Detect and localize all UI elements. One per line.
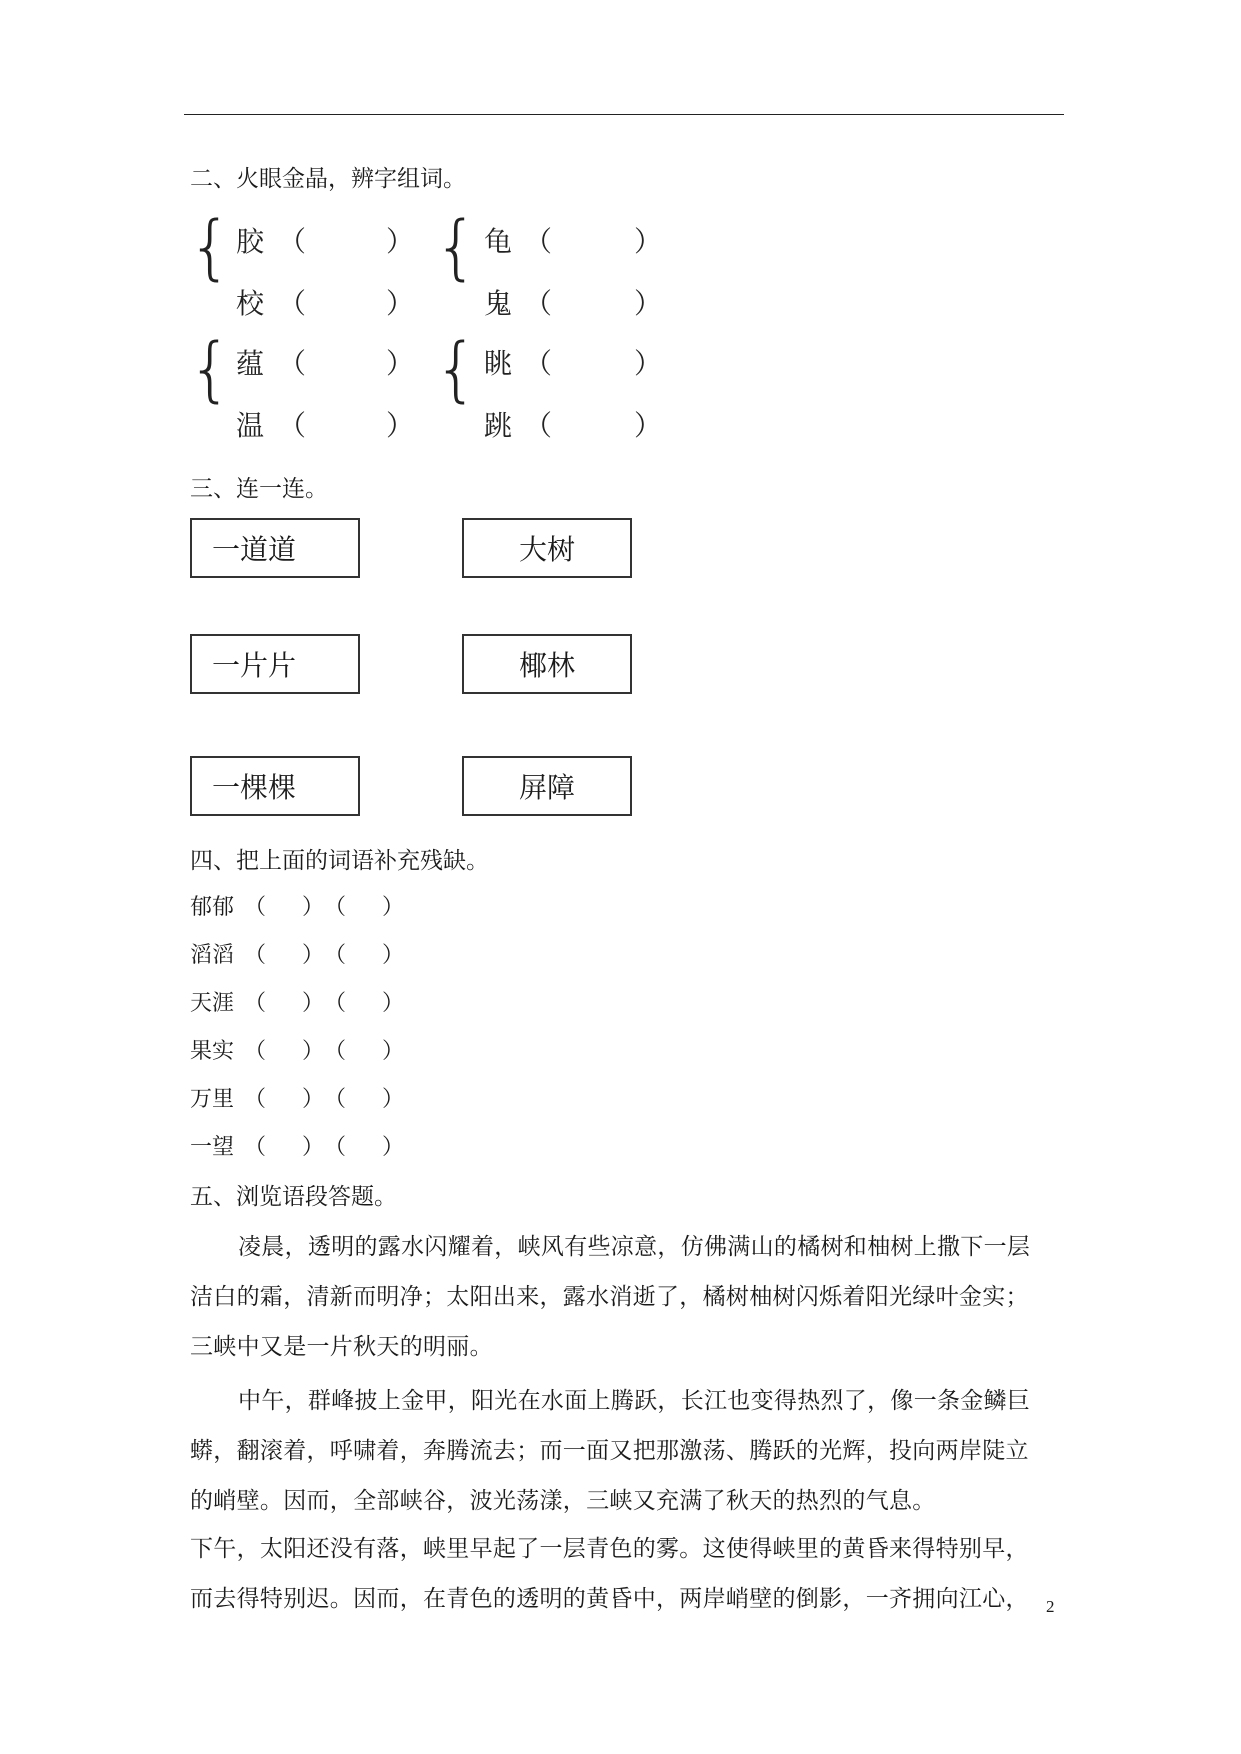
char-line	[236, 342, 415, 382]
match-right-box[interactable]: 大树	[462, 518, 632, 578]
close-paren: ）	[382, 1135, 405, 1160]
match-left-box[interactable]: 一道道	[190, 518, 360, 578]
close-paren: ）	[386, 409, 415, 442]
char: 胶	[236, 225, 265, 258]
passage-line: 中午，群峰披上金甲，阳光在水面上腾跃，长江也变得热烈了，像一条金鳞巨	[238, 1388, 1031, 1414]
fill-word: 滔滔	[190, 943, 235, 968]
fill-word: 万里	[190, 1087, 235, 1112]
fill-word: 天涯	[190, 991, 235, 1016]
close-paren: ）	[634, 409, 663, 442]
match-left-box[interactable]: 一片片	[190, 634, 360, 694]
section5-heading: 五、浏览语段答题。	[190, 1184, 397, 1210]
close-paren: ）	[302, 1087, 325, 1112]
fill-word: 一望	[190, 1135, 235, 1160]
char-line	[236, 282, 415, 322]
open-paren: （	[524, 225, 553, 258]
passage-line: 的峭壁。因而，全部峡谷，波光荡漾，三峡又充满了秋天的热烈的气息。	[190, 1488, 936, 1514]
open-paren: （	[244, 895, 267, 920]
char: 鬼	[484, 287, 513, 320]
passage-line: 凌晨，透明的露水闪耀着，峡风有些凉意，仿佛满山的橘树和柚树上撒下一层	[238, 1234, 1031, 1260]
close-paren: ）	[386, 287, 415, 320]
close-paren: ）	[302, 895, 325, 920]
close-paren: ）	[634, 225, 663, 258]
close-paren: ）	[302, 991, 325, 1016]
char: 跳	[484, 409, 513, 442]
left-brace-icon: {	[434, 328, 479, 410]
char-line	[236, 220, 415, 260]
open-paren: （	[278, 347, 307, 380]
char-line	[484, 342, 663, 382]
left-brace-icon: {	[188, 206, 233, 288]
char: 眺	[484, 347, 513, 380]
open-paren: （	[278, 409, 307, 442]
close-paren: ）	[302, 1135, 325, 1160]
close-paren: ）	[382, 1039, 405, 1064]
header-rule	[184, 114, 1064, 115]
char-line	[484, 220, 663, 260]
close-paren: ）	[386, 225, 415, 258]
passage-line: 蟒，翻滚着，呼啸着，奔腾流去；而一面又把那激荡、腾跃的光辉，投向两岸陡立	[190, 1438, 1029, 1464]
close-paren: ）	[386, 347, 415, 380]
open-paren: （	[278, 225, 307, 258]
char-line	[236, 404, 415, 444]
section2-heading: 二、火眼金晶，辨字组词。	[190, 166, 466, 192]
open-paren: （	[324, 943, 347, 968]
section4-heading: 四、把上面的词语补充残缺。	[190, 848, 489, 874]
open-paren: （	[244, 991, 267, 1016]
open-paren: （	[524, 409, 553, 442]
close-paren: ）	[382, 943, 405, 968]
match-right-box[interactable]: 椰林	[462, 634, 632, 694]
passage-line: 三峡中又是一片秋天的明丽。	[190, 1334, 493, 1360]
char: 温	[236, 409, 265, 442]
open-paren: （	[244, 943, 267, 968]
match-right-box[interactable]: 屏障	[462, 756, 632, 816]
page-number: 2	[1046, 1597, 1055, 1616]
close-paren: ）	[382, 1087, 405, 1112]
open-paren: （	[324, 1135, 347, 1160]
char-line	[484, 404, 663, 444]
open-paren: （	[524, 347, 553, 380]
left-brace-icon: {	[434, 206, 479, 288]
fill-word: 果实	[190, 1039, 235, 1064]
left-brace-icon: {	[188, 328, 233, 410]
passage-line: 而去得特别迟。因而，在青色的透明的黄昏中，两岸峭壁的倒影，一齐拥向江心，	[190, 1586, 1029, 1612]
close-paren: ）	[382, 991, 405, 1016]
passage-line: 下午，太阳还没有落，峡里早起了一层青色的雾。这使得峡里的黄昏来得特别早，	[190, 1536, 1029, 1562]
fill-word: 郁郁	[190, 895, 235, 920]
close-paren: ）	[302, 1039, 325, 1064]
match-left-box[interactable]: 一棵棵	[190, 756, 360, 816]
open-paren: （	[324, 1087, 347, 1112]
close-paren: ）	[382, 895, 405, 920]
close-paren: ）	[634, 287, 663, 320]
char-line	[484, 282, 663, 322]
section3-heading: 三、连一连。	[190, 476, 328, 502]
char: 校	[236, 287, 265, 320]
open-paren: （	[524, 287, 553, 320]
char: 蕴	[236, 347, 265, 380]
char: 龟	[484, 225, 513, 258]
open-paren: （	[244, 1087, 267, 1112]
open-paren: （	[244, 1039, 267, 1064]
open-paren: （	[324, 895, 347, 920]
open-paren: （	[324, 1039, 347, 1064]
open-paren: （	[324, 991, 347, 1016]
close-paren: ）	[634, 347, 663, 380]
passage-line: 洁白的霜，清新而明净；太阳出来，露水消逝了，橘树柚树闪烁着阳光绿叶金实；	[190, 1284, 1029, 1310]
close-paren: ）	[302, 943, 325, 968]
open-paren: （	[278, 287, 307, 320]
open-paren: （	[244, 1135, 267, 1160]
